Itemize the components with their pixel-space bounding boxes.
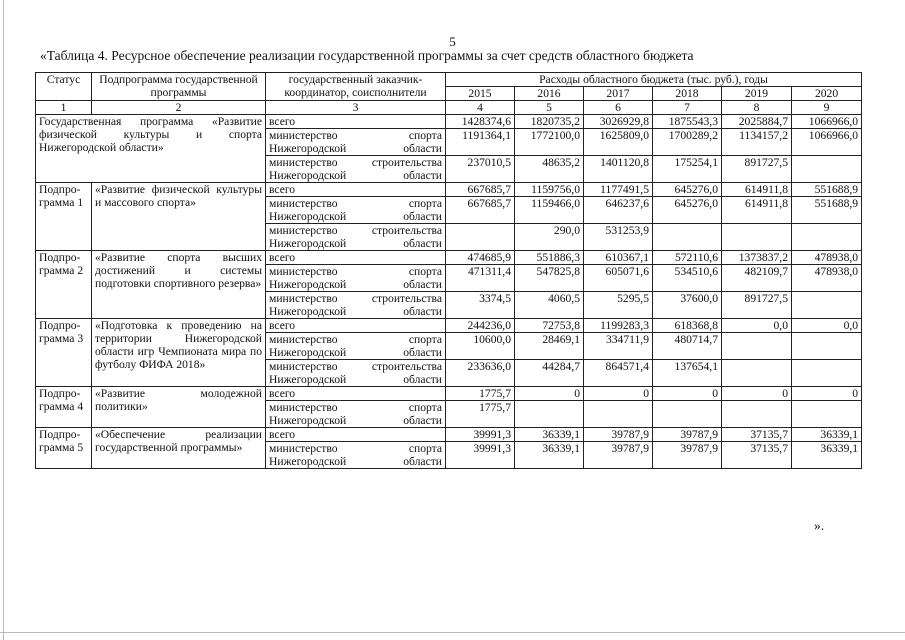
value-cell: 175254,1 (653, 156, 722, 183)
table-row (36, 319, 862, 333)
subprogram-name-cell: «Развитие физической культуры и массового спорта» (92, 183, 266, 251)
value-cell: 531253,9 (584, 224, 653, 251)
value-cell: 1159466,0 (515, 197, 584, 224)
value-cell: 1066966,0 (792, 115, 862, 129)
value-cell: 478938,0 (792, 265, 862, 292)
value-cell: 39787,9 (584, 428, 653, 442)
value-cell: 1428374,6 (446, 115, 515, 129)
header-status: Статус (36, 73, 92, 101)
value-cell (515, 401, 584, 428)
value-cell (446, 224, 515, 251)
value-cell: 0 (515, 387, 584, 401)
header-row (36, 73, 862, 87)
value-cell: 547825,8 (515, 265, 584, 292)
value-cell: 534510,6 (653, 265, 722, 292)
value-cell: 1066966,0 (792, 129, 862, 156)
column-number: 6 (584, 101, 653, 115)
value-cell: 37135,7 (722, 442, 792, 469)
customer-cell: министерство спорта Нижегородской области (266, 265, 446, 292)
value-cell: 1875543,3 (653, 115, 722, 129)
value-cell: 614911,8 (722, 197, 792, 224)
value-cell: 610367,1 (584, 251, 653, 265)
value-cell: 891727,5 (722, 156, 792, 183)
scan-bottom-line (0, 632, 905, 633)
value-cell: 551688,9 (792, 183, 862, 197)
value-cell: 605071,6 (584, 265, 653, 292)
value-cell (722, 224, 792, 251)
value-cell: 36339,1 (515, 442, 584, 469)
program-title-cell: Государственная программа «Развитие физической культуры и спорта Нижегородской области» (36, 115, 266, 183)
column-number: 7 (653, 101, 722, 115)
header-customer: государственный заказчик-координатор, соисполнители (266, 73, 446, 101)
value-cell: 0 (584, 387, 653, 401)
table-row (36, 115, 862, 129)
value-cell: 28469,1 (515, 333, 584, 360)
subprogram-name-cell: «Развитие молодежной политики» (92, 387, 266, 428)
column-number: 3 (266, 101, 446, 115)
value-cell: 1191364,1 (446, 129, 515, 156)
value-cell: 891727,5 (722, 292, 792, 319)
header-year: 2020 (792, 87, 862, 101)
value-cell: 1625809,0 (584, 129, 653, 156)
value-cell: 44284,7 (515, 360, 584, 387)
value-cell: 10600,0 (446, 333, 515, 360)
value-cell: 39787,9 (653, 442, 722, 469)
value-cell: 1373837,2 (722, 251, 792, 265)
status-cell: Подпро-грамма 3 (36, 319, 92, 387)
header-year: 2016 (515, 87, 584, 101)
value-cell (792, 360, 862, 387)
header-year: 2019 (722, 87, 792, 101)
value-cell: 0,0 (722, 319, 792, 333)
value-cell: 482109,7 (722, 265, 792, 292)
customer-cell: всего (266, 319, 446, 333)
customer-cell: министерство строительства Нижегородской области (266, 156, 446, 183)
value-cell: 551688,9 (792, 197, 862, 224)
customer-cell: всего (266, 428, 446, 442)
value-cell: 1820735,2 (515, 115, 584, 129)
value-cell: 646237,6 (584, 197, 653, 224)
value-cell: 36339,1 (792, 428, 862, 442)
value-cell: 137654,1 (653, 360, 722, 387)
value-cell: 36339,1 (515, 428, 584, 442)
header-year: 2018 (653, 87, 722, 101)
header-year: 2017 (584, 87, 653, 101)
value-cell: 667685,7 (446, 197, 515, 224)
status-cell: Подпро-грамма 4 (36, 387, 92, 428)
value-cell: 1772100,0 (515, 129, 584, 156)
customer-cell: министерство строительства Нижегородской области (266, 224, 446, 251)
customer-cell: министерство спорта Нижегородской области (266, 129, 446, 156)
status-cell: Подпро-грамма 5 (36, 428, 92, 469)
column-number: 9 (792, 101, 862, 115)
value-cell (653, 224, 722, 251)
value-cell: 645276,0 (653, 197, 722, 224)
column-number: 1 (36, 101, 92, 115)
value-cell (792, 292, 862, 319)
subprogram-name-cell: «Подготовка к проведению на территории Нижегородской области игр Чемпионата мира по футболу ФИФА 2018» (92, 319, 266, 387)
value-cell: 5295,5 (584, 292, 653, 319)
status-cell: Подпро-грамма 1 (36, 183, 92, 251)
value-cell: 39991,3 (446, 428, 515, 442)
page-number: 5 (449, 34, 456, 49)
closing-quote-mark: ». (814, 518, 825, 533)
value-cell (722, 333, 792, 360)
value-cell: 3026929,8 (584, 115, 653, 129)
value-cell: 0 (792, 387, 862, 401)
customer-cell: всего (266, 251, 446, 265)
column-number: 5 (515, 101, 584, 115)
customer-cell: министерство спорта Нижегородской области (266, 442, 446, 469)
table-row (36, 387, 862, 401)
header-expenses: Расходы областного бюджета (тыс. руб.), годы (446, 73, 862, 87)
value-cell: 48635,2 (515, 156, 584, 183)
table-row (36, 183, 862, 197)
customer-cell: всего (266, 387, 446, 401)
subprogram-name-cell: «Развитие спорта высших достижений и системы подготовки спортивного резерва» (92, 251, 266, 319)
table-body (36, 73, 862, 469)
value-cell: 290,0 (515, 224, 584, 251)
status-cell: Подпро-грамма 2 (36, 251, 92, 319)
value-cell: 1700289,2 (653, 129, 722, 156)
value-cell: 551886,3 (515, 251, 584, 265)
table-row (36, 428, 862, 442)
value-cell: 0 (653, 387, 722, 401)
customer-cell: министерство строительства Нижегородской области (266, 360, 446, 387)
value-cell: 1775,7 (446, 387, 515, 401)
value-cell: 572110,6 (653, 251, 722, 265)
customer-cell: всего (266, 183, 446, 197)
column-number: 8 (722, 101, 792, 115)
value-cell (653, 401, 722, 428)
value-cell: 864571,4 (584, 360, 653, 387)
customer-cell: министерство спорта Нижегородской области (266, 401, 446, 428)
value-cell: 334711,9 (584, 333, 653, 360)
customer-cell: министерство спорта Нижегородской области (266, 333, 446, 360)
value-cell: 645276,0 (653, 183, 722, 197)
value-cell: 39787,9 (653, 428, 722, 442)
value-cell: 72753,8 (515, 319, 584, 333)
value-cell: 1775,7 (446, 401, 515, 428)
value-cell (792, 333, 862, 360)
header-year: 2015 (446, 87, 515, 101)
value-cell: 4060,5 (515, 292, 584, 319)
value-cell (722, 360, 792, 387)
value-cell: 667685,7 (446, 183, 515, 197)
scan-border-line (3, 0, 4, 640)
value-cell: 37600,0 (653, 292, 722, 319)
value-cell (792, 224, 862, 251)
value-cell (792, 156, 862, 183)
value-cell: 0 (722, 387, 792, 401)
value-cell: 39787,9 (584, 442, 653, 469)
value-cell: 1159756,0 (515, 183, 584, 197)
value-cell: 39991,3 (446, 442, 515, 469)
value-cell: 237010,5 (446, 156, 515, 183)
customer-cell: всего (266, 115, 446, 129)
header-subprogram: Подпрограмма государственной программы (92, 73, 266, 101)
value-cell: 2025884,7 (722, 115, 792, 129)
value-cell: 478938,0 (792, 251, 862, 265)
value-cell: 36339,1 (792, 442, 862, 469)
table-caption: «Таблица 4. Ресурсное обеспечение реализации государственной программы за счет средств областного бюджета (40, 48, 694, 63)
value-cell: 614911,8 (722, 183, 792, 197)
value-cell: 471311,4 (446, 265, 515, 292)
value-cell: 244236,0 (446, 319, 515, 333)
value-cell (722, 401, 792, 428)
value-cell: 618368,8 (653, 319, 722, 333)
value-cell: 1177491,5 (584, 183, 653, 197)
value-cell: 37135,7 (722, 428, 792, 442)
value-cell (584, 401, 653, 428)
value-cell: 480714,7 (653, 333, 722, 360)
value-cell: 1199283,3 (584, 319, 653, 333)
value-cell: 233636,0 (446, 360, 515, 387)
customer-cell: министерство строительства Нижегородской области (266, 292, 446, 319)
column-number: 4 (446, 101, 515, 115)
column-number: 2 (92, 101, 266, 115)
value-cell: 1401120,8 (584, 156, 653, 183)
customer-cell: министерство спорта Нижегородской области (266, 197, 446, 224)
value-cell: 474685,9 (446, 251, 515, 265)
column-numbers-row (36, 101, 862, 115)
table-row (36, 251, 862, 265)
value-cell: 3374,5 (446, 292, 515, 319)
value-cell: 0,0 (792, 319, 862, 333)
value-cell: 1134157,2 (722, 129, 792, 156)
subprogram-name-cell: «Обеспечение реализации государственной программы» (92, 428, 266, 469)
value-cell (792, 401, 862, 428)
budget-table (35, 72, 862, 469)
